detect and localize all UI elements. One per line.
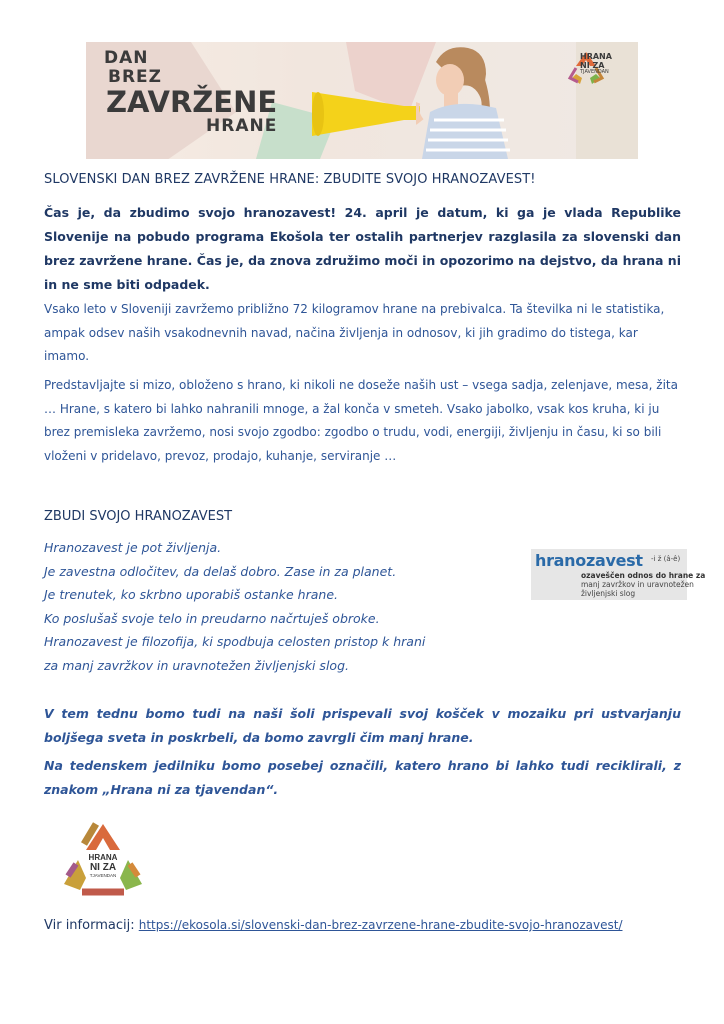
banner-title-line: HRANE xyxy=(206,116,278,136)
hrana-ni-za-tjavendan-logo xyxy=(58,820,148,900)
banner-title-line: ZAVRŽENE xyxy=(106,85,278,119)
source-line xyxy=(44,918,681,933)
girl-illustration xyxy=(416,42,516,159)
hranozavest-logo-line: manj zavržkov in uravnotežen xyxy=(581,580,694,589)
logo-text-line: HRANA xyxy=(580,52,612,61)
school-week-paragraph: V tem tednu bomo tudi na naši šoli prispevali svoj košček v mozaiku pri ustvarjanju boljšega sveta in poskrbeli, da bomo zavrgli čim manj hrane. xyxy=(44,706,681,745)
hranozavest-logo-line: ozaveščen odnos do hrane za xyxy=(581,571,706,580)
poem-line: Hranozavest je filozofija, ki spodbuja celosten pristop k hrani xyxy=(44,634,426,650)
banner-logo-text xyxy=(580,52,612,76)
banner-title-line: BREZ xyxy=(108,67,162,87)
poem-line: Hranozavest je pot življenja. xyxy=(44,540,222,555)
banner-title-line: DAN xyxy=(104,48,149,68)
recycle-logo-line: TJAVENDAN xyxy=(89,873,117,878)
description-paragraph: Predstavljajte si mizo, obloženo s hrano, ki nikoli ne doseže naših ust – vsega sadja, zelenjave, mesa, žita … Hrane, s katero bi lahko nahranili mnoge, a žal konča v smeteh. Vsako jabolko, vsak kos kruha, ki ju brez premisleka zavržemo, nosi svojo zgodbo: zgodbo o trudu, vodi, energiji, življenju in času, ki so bili vloženi v pridelavo, prevoz, prodajo, kuhanje, serviranje … xyxy=(44,378,678,463)
page-title: SLOVENSKI DAN BREZ ZAVRŽENE HRANE: ZBUDITE SVOJO HRANOZAVEST! xyxy=(44,172,536,187)
hranozavest-logo xyxy=(531,549,706,600)
poem-line: Je trenutek, ko skrbno uporabiš ostanke hrane. xyxy=(44,587,338,603)
logo-text-line: TJAVENDAN xyxy=(580,69,609,76)
poem-line: Ko poslušaš svoje telo in preudarno načrtuješ obroke. xyxy=(44,610,380,626)
header-banner xyxy=(86,42,638,159)
poem-line: za manj zavržkov in uravnotežen življenjski slog. xyxy=(44,657,349,673)
hranozavest-logo-title: hranozavest xyxy=(535,551,643,570)
recycle-logo-line: NI ZA xyxy=(89,862,117,873)
source-link[interactable]: https://ekosola.si/slovenski-dan-brez-zavrzene-hrane-zbudite-svojo-hranozavest/ xyxy=(138,918,623,932)
recycle-logo-line: HRANA xyxy=(88,853,118,862)
megaphone-icon xyxy=(312,84,422,140)
banner-title xyxy=(104,50,284,135)
hranozavest-logo-line: življenjski slog xyxy=(581,589,636,598)
source-label: Vir informacij: xyxy=(44,918,139,933)
section-heading: ZBUDI SVOJO HRANOZAVEST xyxy=(44,509,233,524)
poem-line: Je zavestna odločitev, da delaš dobro. Zase in za planet. xyxy=(44,563,397,579)
intro-paragraph: Čas je, da zbudimo svojo hranozavest! 24. april je datum, ki ga je vlada Republike Slovenije na pobudo programa Ekošola ter ostalih partnerjev razglasila za slovenski dan brez zavržene hrane. Čas je, da znova združimo moči in opozorimo na dejstvo, da hrana ni in ne sme biti odpadek. xyxy=(44,205,681,292)
statistics-paragraph: Vsako leto v Sloveniji zavržemo približno 72 kilogramov hrane na prebivalca. Ta številka ni le statistika, ampak odsev naših vsakodnevnih navad, načina življenja in odnosov, ki jih gradimo do tistega, kar imamo. xyxy=(44,302,665,363)
menu-note-paragraph: Na tedenskem jedilniku bomo posebej označili, katero hrano bi lahko tudi reciklirali, z znakom „Hrana ni za tjavendan“. xyxy=(44,758,681,797)
hranozavest-logo-suffix: -i ž (â-ê) xyxy=(651,555,681,563)
poem xyxy=(44,536,514,678)
logo-text-line: NI ZA xyxy=(580,61,605,71)
